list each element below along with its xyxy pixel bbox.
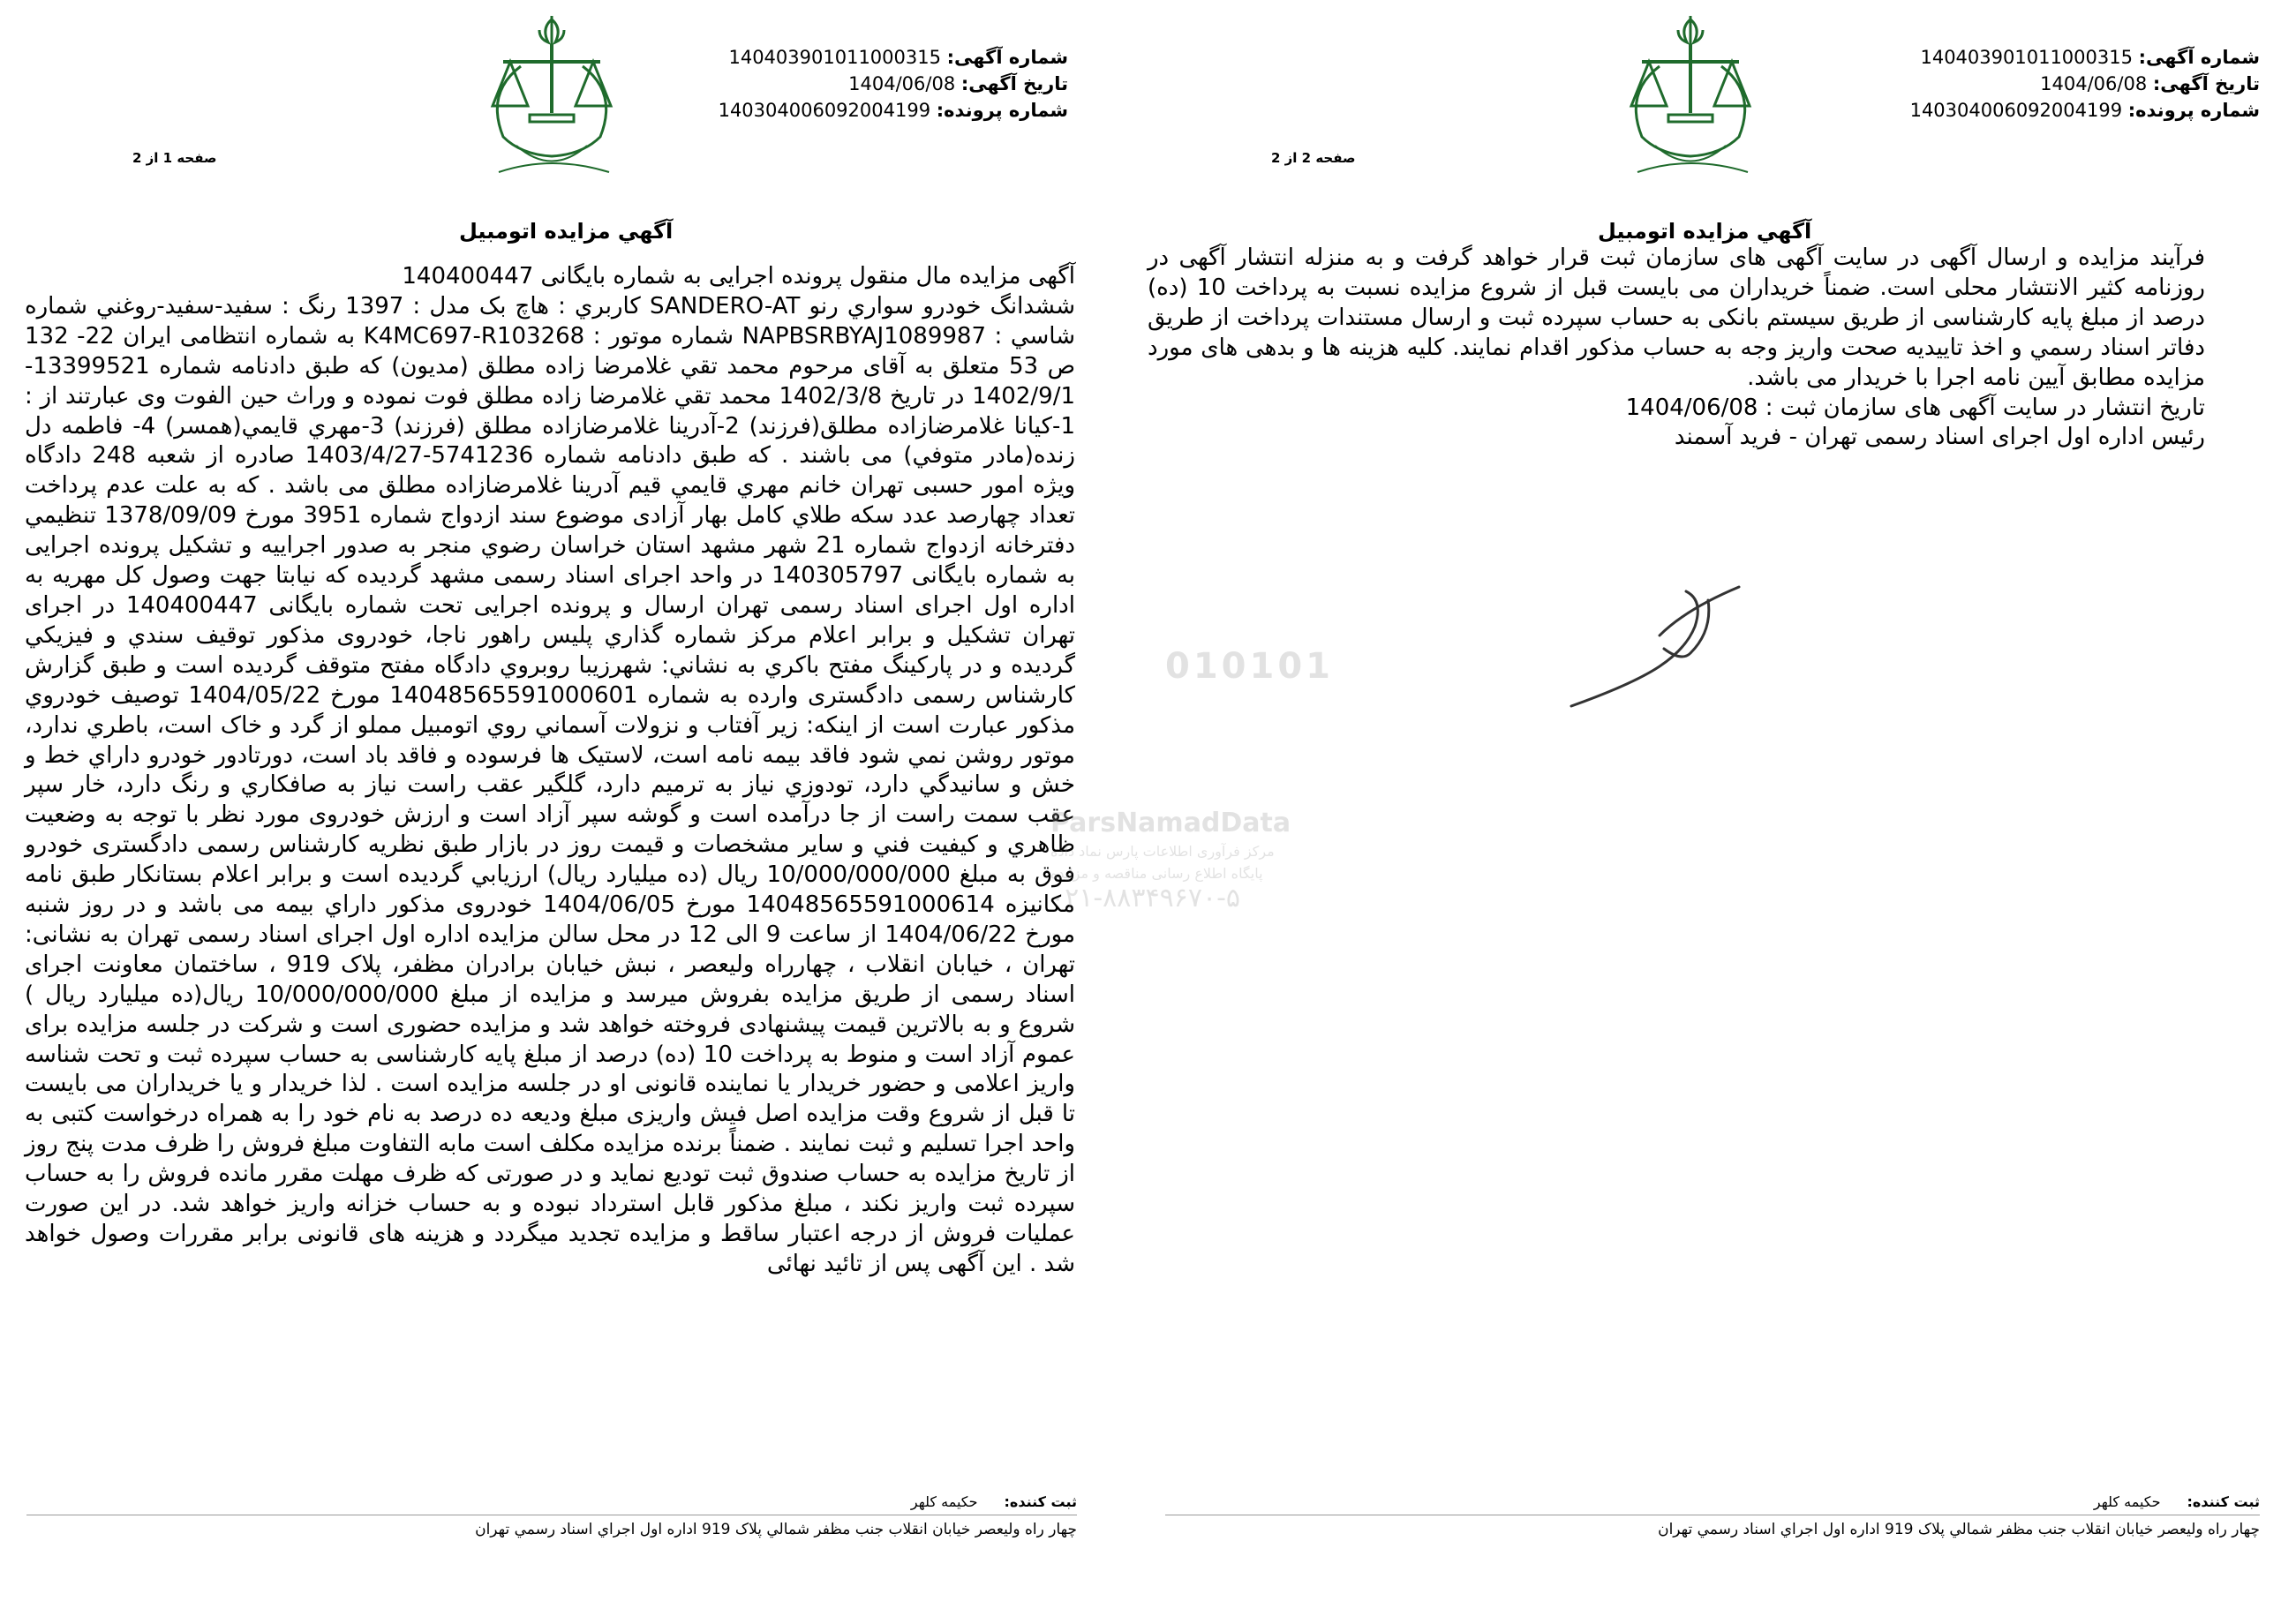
ad-number: 140403901011000315	[728, 47, 941, 68]
watermark-brand: ParsNamadData	[1050, 808, 1291, 838]
watermark-line1: مرکز فرآوری اطلاعات پارس نماد داده	[1050, 843, 1275, 860]
judiciary-emblem-icon	[1607, 9, 1774, 194]
page-indicator: صفحه 1 از 2	[132, 150, 217, 166]
watermark-binary: 010101	[1165, 646, 1334, 687]
footer-address: چهار راه وليعصر خيابان انقلاب جنب مظفر شمالي پلاک 919 اداره اول اجراي اسناد رسمي تهران	[475, 1521, 1077, 1538]
registrar-label: ثبت کننده:	[1004, 1493, 1077, 1510]
ad-date: 1404/06/08	[848, 73, 956, 94]
notice-body	[25, 262, 1075, 1280]
header-meta	[1801, 44, 2260, 124]
footer-address: چهار راه وليعصر خيابان انقلاب جنب مظفر شمالي پلاک 919 اداره اول اجراي اسناد رسمي تهران	[1658, 1521, 2260, 1538]
page-indicator: صفحه 2 از 2	[1271, 150, 1356, 166]
ad-number: 140403901011000315	[1920, 47, 2133, 68]
notice-paragraph: آگهی مزایده مال منقول پرونده اجرایی به شماره بایگانی 140400447	[402, 263, 1075, 289]
footer	[1165, 1493, 2260, 1538]
registrar-name: حکیمه کلهر	[2093, 1493, 2161, 1510]
ad-date: 1404/06/08	[2040, 73, 2148, 94]
signatory-line: رئیس اداره اول اجرای اسناد رسمی تهران - فرید آسمند	[1674, 424, 2205, 451]
judiciary-emblem-icon	[468, 9, 636, 194]
file-number-label: شماره پرونده:	[936, 100, 1068, 121]
ad-date-label: تاریخ آگهی:	[960, 73, 1068, 94]
notice-title: آگهي مزايده اتومبيل	[459, 219, 674, 244]
file-number: 140304006092004199	[718, 100, 931, 121]
publish-date-line: تاریخ انتشار در سایت آگهی های سازمان ثبت : 1404/06/08	[1625, 394, 2205, 421]
notice-paragraph: ششدانگ خودرو سواري رنو SANDERO-AT کاربري : هاچ بک مدل : 1397 رنگ : سفيد-سفيد-روغني شماره شاسي : NAPBSRBYAJ1089987 شماره موتور : K4MC697-R103268 به شماره انتظامی ایران 22- 132 ص 53 متعلق به آقای مرحوم محمد تقي غلامرضا زاده مطلق (مدیون) که طبق دادنامه شماره 13399521-1402/9/1 در تاریخ 1402/3/8 محمد تقي غلامرضا زاده مطلق فوت نموده و وراث حین الفوت وی عبارتند از : 1-کيانا غلامرضازاده مطلق(فرزند) 2-آدرينا غلامرضازاده مطلق (فرزند) 3-مهري قايمي(همسر) 4- فاطمه دل زنده(مادر متوفي) می باشند . که طبق دادنامه شماره 5741236-1403/4/27 صادره از شعبه 248 دادگاه ويژه امور حسبی تهران خانم مهري قايمي قيم آدرينا غلامرضازاده مطلق می باشد . که به علت عدم پرداخت تعداد چهارصد عدد سکه طلاي کامل بهار آزادی موضوع سند ازدواج شماره 3951 مورخ 1378/09/09 تنظيمي دفترخانه ازدواج شماره 21 شهر مشهد استان خراسان رضوي منجر به صدور اجراییه و تشکیل پرونده اجرایی به شماره بایگانی 140305797 در واحد اجرای اسناد رسمی مشهد گرديده که نیابتا جهت وصول کل مهريه به اداره اول اجرای اسناد رسمی تهران ارسال و پرونده اجرايی تحت شماره بايگانی 140400447 در اجرای تهران تشکيل و برابر اعلام مرکز شماره گذاري پليس راهور ناجا، خودروی مذکور توقیف سندي و فيزيکي گرديده و در پارکينگ مفتح باکري به نشاني: شهرزيبا روبروي دادگاه مفتح متوقف گرديده است و طبق گزارش کارشناس رسمی دادگستری وارده به شماره 14048565591000601 مورخ 1404/05/22 توصيف خودروي مذکور عبارت است از اینکه: زير آفتاب و نزولات آسماني روي اتومبيل مملو از گرد و خاک است، باطري ندارد، موتور روشن نمي شود فاقد بيمه نامه است، لاستيک ها فرسوده و فاقد باد است، دورتادور خودرو داراي خط و خش و سانيدگي دارد، تودوزي نياز به ترميم دارد، گلگير عقب راست نياز به صافکاري و رنگ دارد، خار سپر عقب سمت راست از جا درآمده است و گوشه سپر آزاد است و ارزش خودروی مورد نظر با توجه به وضعيت ظاهري و کيفيت فني و ساير مشخصات و قيمت روز در بازار طبق نظريه کارشناس رسمی دادگستری خودرو فوق به مبلغ 10/000/000/000 ریال (ده میلیارد ریال) ارزيابي گرديده است و برابر اعلام بستانکار طبق نامه مکانيزه 14048565591000614 مورخ 1404/06/05 خودروی مذکور داراي بيمه می باشد و در روز شنبه مورخ 1404/06/22 از ساعت 9 الی 12 در محل سالن مزایده اداره اول اجرای اسناد رسمی تهران به نشانی: تهران ، خیابان انقلاب ، چهارراه ولیعصر ، نبش خیابان برادران مظفر، پلاک 919 ، ساختمان معاونت اجرای اسناد رسمی از طریق مزایده بفروش میرسد و مزایده از مبلغ 10/000/000/000 ریال(ده میلیارد ریال ) شروع و به بالاترین قیمت پیشنهادی فروخته خواهد شد و مزایده حضوری است و شرکت در جلسه مزایده برای عموم آزاد است و منوط به پرداخت 10 (ده) درصد از مبلغ پایه کارشناسی به حساب سپرده ثبت و تحت شناسه واریز اعلامی و حضور خریدار یا نماینده قانونی او در جلسه مزایده است . لذا خريدار و يا خريداران می بایست تا قبل از شروع وقت مزایده اصل فیش واریزی مبلغ وديعه ده درصد به نام خود را به همراه درخواست کتبی به واحد اجرا تسليم و ثبت نمايند . ضمناً برنده مزايده مکلف است مابه التفاوت مبلغ فروش را ظرف مدت پنج روز از تاريخ مزايده به حساب صندوق ثبت توديع نمايد و در صورتی که ظرف مهلت مقرر مانده فروش را به حساب سپرده ثبت واريز نکند ، مبلغ مذکور قابل استرداد نبوده و به حساب خزانه واريز خواهد شد. در اين صورت عمليات فروش از درجه اعتبار ساقط و مزايده تجديد ميگردد و هزينه های قانونی برابر مقررات وصول خواهد شد . اين آگهی پس از تائيد نهائی	[25, 292, 1076, 1277]
registrar-label: ثبت کننده:	[2187, 1493, 2260, 1510]
file-number-label: شماره پرونده:	[2127, 100, 2260, 121]
watermark-phone: ۰۲۱-۸۸۳۴۹۶۷۰-۵	[1050, 883, 1241, 914]
ad-number-label: شماره آگهی:	[946, 47, 1068, 68]
signature	[1554, 583, 1757, 715]
notice-title: آگهي مزايده اتومبيل	[1598, 219, 1812, 244]
watermark-line2: پایگاه اطلاع رسانی مناقصه و مزایده	[1050, 865, 1263, 882]
footer	[26, 1493, 1077, 1538]
notice-body	[1148, 244, 2205, 453]
ad-date-label: تاریخ آگهی:	[2152, 73, 2260, 94]
header-meta	[697, 44, 1068, 124]
watermark	[1050, 646, 1334, 914]
page-1	[0, 0, 1108, 1609]
ad-number-label: شماره آگهی:	[2138, 47, 2260, 68]
file-number: 140304006092004199	[1909, 100, 2123, 121]
registrar-name: حکیمه کلهر	[910, 1493, 978, 1510]
notice-paragraph: فرآیند مزایده و ارسال آگهی در سایت آگهی های سازمان ثبت قرار خواهد گرفت و به منزله انتشار آگهی در روزنامه کثير الانتشار محلی است. ضمناً خریداران می بایست قبل از شروع مزایده نسبت به پرداخت 10 (ده) درصد از مبلغ پایه کارشناسی از طریق سیستم بانکی به حساب سپرده ثبت و ارسال مستندات پرداخت از طریق دفاتر اسناد رسمي و اخذ تاییدیه صحت واریز وجه به حساب مذکور اقدام نمایند. کلیه هزینه ها و بدهی های مورد مزایده مطابق آیین نامه اجرا با خریدار می باشد.	[1148, 244, 2205, 391]
